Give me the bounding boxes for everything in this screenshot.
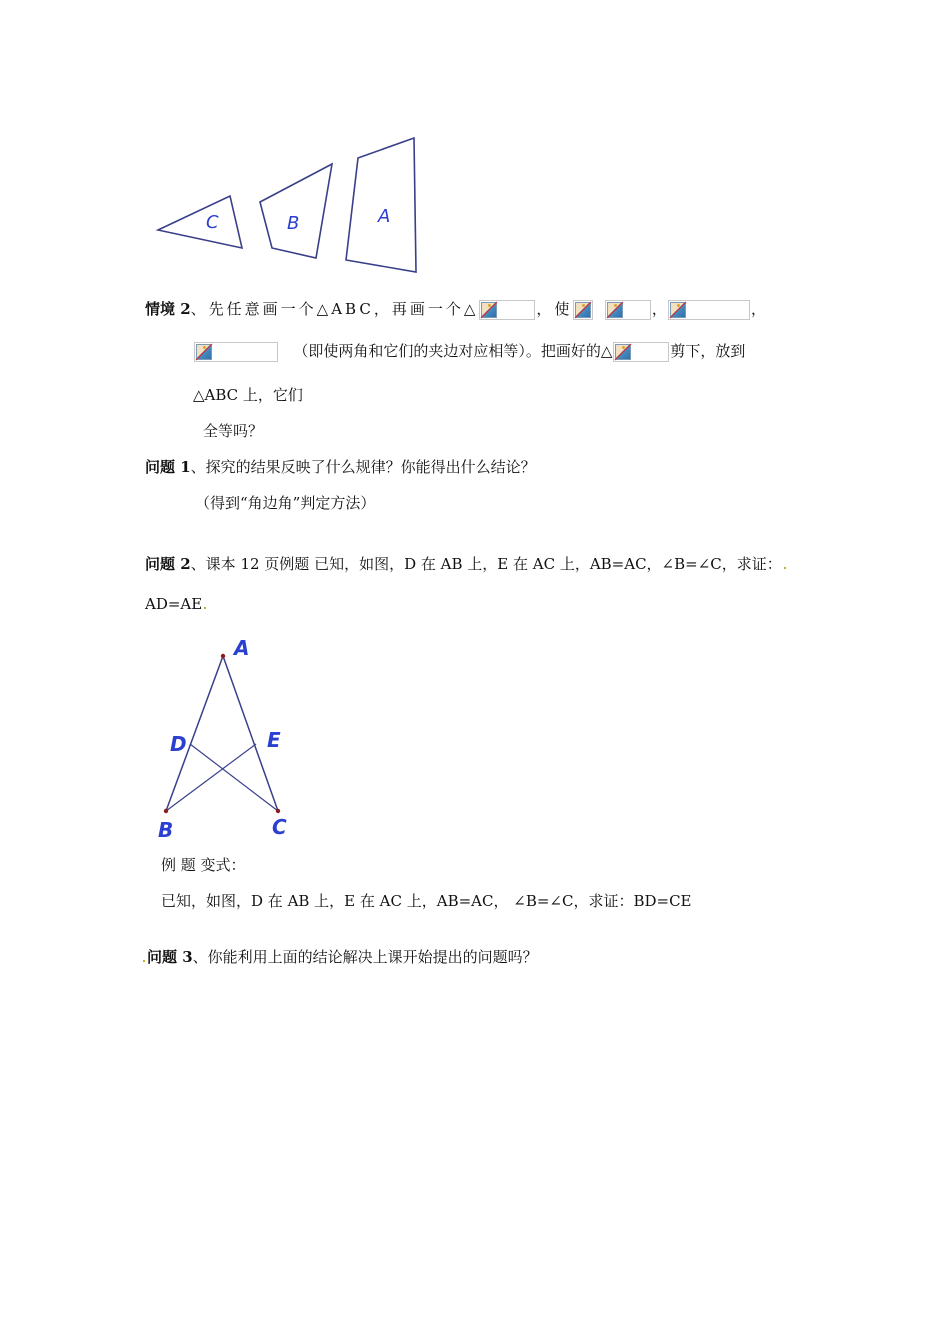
question3-lead: 问题 3: [147, 948, 193, 966]
question2-lead: 问题 2: [145, 555, 191, 573]
variant-title: 例 题 变式：: [161, 856, 246, 874]
label-b: B: [158, 818, 174, 842]
triangle-c-shape: [158, 196, 242, 248]
question3-line: [143, 946, 538, 967]
broken-image-3: [605, 300, 651, 320]
quad-b-label: B: [287, 213, 300, 234]
scenario2-line2-text: （即使两角和它们的夹边对应相等）。把画好的△: [293, 342, 613, 360]
scenario2-comma-2: ，: [750, 300, 766, 318]
edit-mark: [204, 607, 206, 609]
scenario2-lead: 情境 2: [145, 300, 191, 318]
quad-a-label: A: [378, 206, 391, 227]
label-c: C: [272, 815, 287, 839]
label-d: D: [170, 732, 187, 756]
point-b: [164, 809, 168, 813]
label-a: A: [234, 636, 250, 660]
question1-text: 、探究的结果反映了什么规律？你能得出什么结论？: [190, 458, 536, 476]
scenario2-line2-end: 剪下，放到: [670, 342, 746, 360]
variant-text: 已知，如图，D 在 AB 上，E 在 AC 上，AB=AC， ∠B=∠C，求证：BD=CE: [161, 892, 692, 910]
question1-lead: 问题 1: [145, 458, 191, 476]
broken-image-4: [668, 300, 750, 320]
scenario2-line1-text2: ，使: [536, 300, 573, 318]
quad-a-shape: [346, 138, 416, 272]
question2-conclusion: AD=AE: [145, 595, 203, 613]
figure-shapes-cba: [150, 132, 425, 280]
figure-triangle-abc: [150, 630, 310, 845]
label-e: E: [267, 728, 281, 752]
broken-image-5: [194, 342, 278, 362]
question2-text: 、课本 12 页例题 已知，如图，D 在 AB 上，E 在 AC 上，AB=AC，∠B=∠C，求证：: [190, 555, 782, 573]
point-a: [221, 654, 225, 658]
edit-mark: [784, 567, 786, 569]
question2-line2: [145, 595, 206, 613]
scenario2-comma-1: ，: [651, 300, 667, 318]
broken-image-6: [613, 342, 669, 362]
broken-image-1: [479, 300, 535, 320]
scenario2-line3: △ABC 上，它们: [193, 386, 303, 404]
scenario2-line4: 全等吗？: [203, 422, 264, 440]
segment-dc: [190, 744, 278, 811]
question3-text: 、你能利用上面的结论解决上课开始提出的问题吗？: [192, 948, 538, 966]
question2-line: [145, 553, 786, 574]
scenario2-line1-text: 、先任意画一个△ABC，再画一个△: [190, 300, 479, 318]
quad-b-shape: [260, 164, 332, 258]
edit-mark: [143, 960, 145, 962]
scenario2-line2: [193, 340, 745, 362]
question1-sub: （得到“角边角”判定方法）: [195, 494, 376, 512]
question1-line: [145, 456, 536, 477]
scenario2-line1: [145, 298, 766, 320]
point-c: [276, 809, 280, 813]
triangle-c-label: C: [206, 212, 219, 233]
broken-image-2: [573, 300, 593, 320]
